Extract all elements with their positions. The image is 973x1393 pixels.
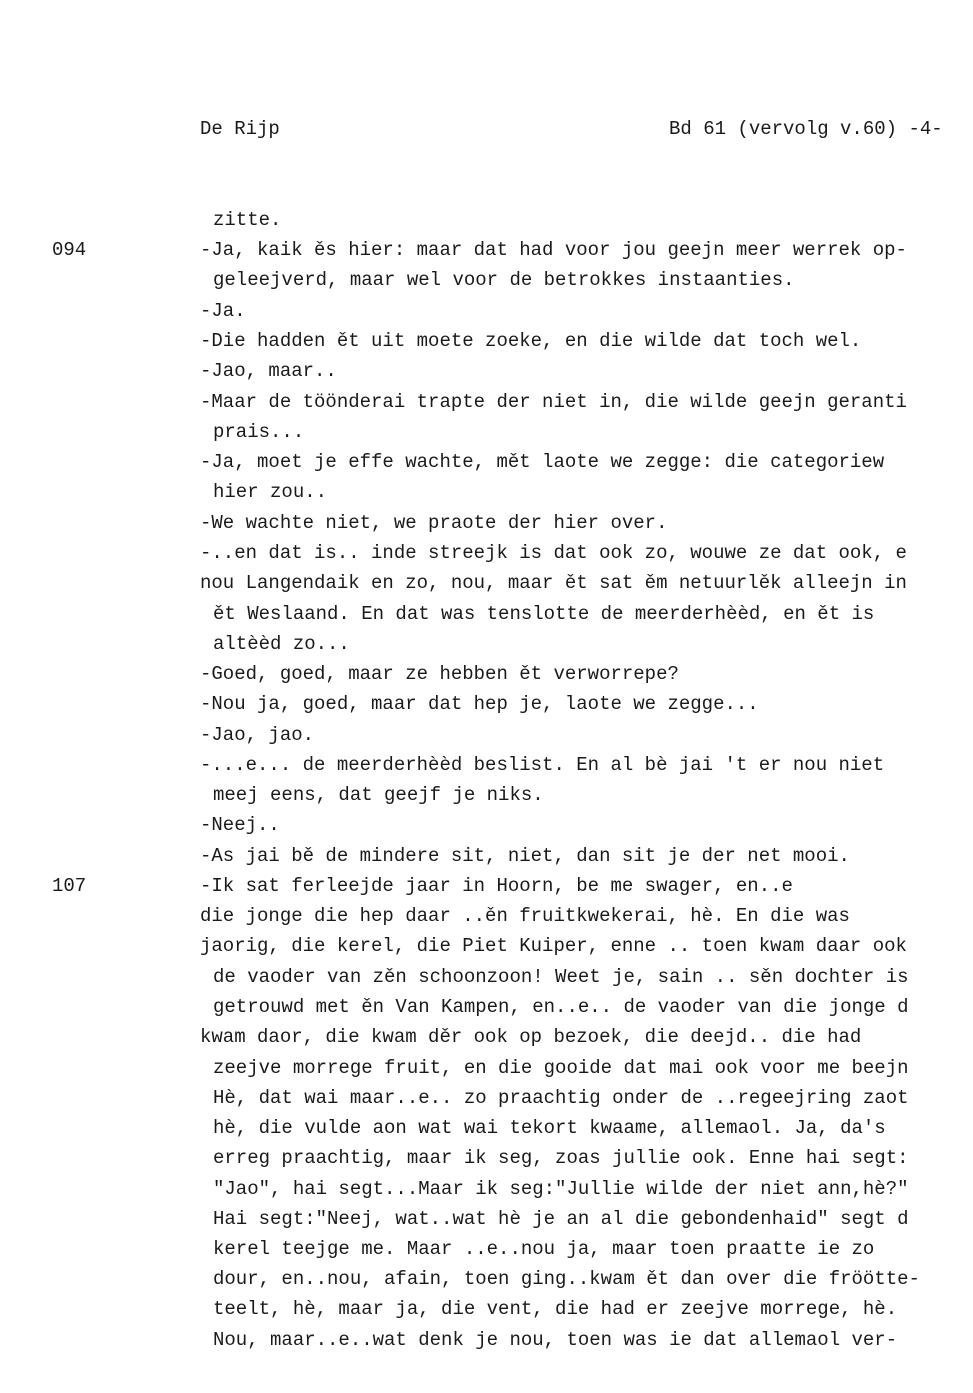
transcript-line: -Nou ja, goed, maar dat hep je, laote we zegge...	[200, 693, 759, 715]
transcript-line: prais...	[213, 421, 305, 443]
transcript-line: hè, die vulde aon wat wai tekort kwaame, allemaol. Ja, da's	[213, 1117, 886, 1139]
transcript-line: zeejve morrege fruit, en die gooide dat mai ook voor me beejn	[213, 1057, 909, 1079]
transcript-line: -...e... de meerderhèèd beslist. En al bè jai 't er nou niet	[200, 754, 885, 776]
tape-counter-marker: 107	[52, 875, 87, 897]
transcript-line: -Jao, maar..	[200, 360, 337, 382]
transcript-line: meej eens, dat geejf je niks.	[213, 784, 544, 806]
transcript-line: jaorig, die kerel, die Piet Kuiper, enne .. toen kwam daar ook	[200, 935, 907, 957]
transcript-line: getrouwd met ěn Van Kampen, en..e.. de vaoder van die jonge d	[213, 996, 909, 1018]
transcript-line: -Goed, goed, maar ze hebben ět verworrepe?	[200, 663, 679, 685]
transcript-line: altèèd zo...	[213, 633, 350, 655]
transcript-line: -We wachte niet, we praote der hier over.	[200, 512, 668, 534]
transcript-line: geleejverd, maar wel voor de betrokkes instaanties.	[213, 269, 795, 291]
transcript-line: "Jao", hai segt...Maar ik seg:"Jullie wilde der niet ann,hè?"	[213, 1178, 909, 1200]
header-location: De Rijp	[200, 118, 280, 140]
transcript-line: -..en dat is.. inde streejk is dat ook zo, wouwe ze dat ook, e	[200, 542, 907, 564]
transcript-line: -Ja.	[200, 300, 246, 322]
transcript-line: Nou, maar..e..wat denk je nou, toen was ie dat allemaol ver-	[213, 1329, 898, 1351]
tape-counter-marker: 094	[52, 239, 87, 261]
transcript-line: hier zou..	[213, 481, 328, 503]
transcript-line: teelt, hè, maar ja, die vent, die had er zeejve morrege, hè.	[213, 1298, 898, 1320]
transcript-line: kwam daor, die kwam děr ook op bezoek, die deejd.. die had	[200, 1026, 862, 1048]
transcript-line: nou Langendaik en zo, nou, maar ět sat ěm netuurlěk alleejn in	[200, 572, 907, 594]
transcript-line: -Die hadden ět uit moete zoeke, en die wilde dat toch wel.	[200, 330, 862, 352]
transcript-line: -Ja, kaik ěs hier: maar dat had voor jou geejn meer werrek op-	[200, 239, 907, 261]
transcript-line: zitte.	[213, 209, 282, 231]
transcript-line: -Neej..	[200, 814, 280, 836]
transcript-line: de vaoder van zěn schoonzoon! Weet je, sain .. sěn dochter is	[213, 966, 909, 988]
transcript-line: -Jao, jao.	[200, 724, 315, 746]
header-tape-reference: Bd 61 (vervolg v.60) -4-	[669, 118, 943, 140]
transcript-line: -As jai bě de mindere sit, niet, dan sit je der net mooi.	[200, 845, 850, 867]
transcript-line: Hè, dat wai maar..e.. zo praachtig onder de ..regeejring zaot	[213, 1087, 909, 1109]
transcript-line: die jonge die hep daar ..ěn fruitkwekerai, hè. En die was	[200, 905, 850, 927]
transcript-line: -Ik sat ferleejde jaar in Hoorn, be me swager, en..e	[200, 875, 793, 897]
transcript-line: kerel teejge me. Maar ..e..nou ja, maar toen praatte ie zo	[213, 1238, 875, 1260]
transcript-line: erreg praachtig, maar ik seg, zoas jullie ook. Enne hai segt:	[213, 1147, 909, 1169]
transcript-line: -Maar de töönderai trapte der niet in, die wilde geejn geranti	[200, 391, 907, 413]
transcript-line: Hai segt:"Neej, wat..wat hè je an al die gebondenhaid" segt d	[213, 1208, 909, 1230]
transcript-line: ět Weslaand. En dat was tenslotte de meerderhèèd, en ět is	[213, 603, 875, 625]
transcript-line: -Ja, moet je effe wachte, mět laote we zegge: die categoriew	[200, 451, 885, 473]
transcript-line: dour, en..nou, afain, toen ging..kwam ět dan over die fröötte-	[213, 1268, 920, 1290]
